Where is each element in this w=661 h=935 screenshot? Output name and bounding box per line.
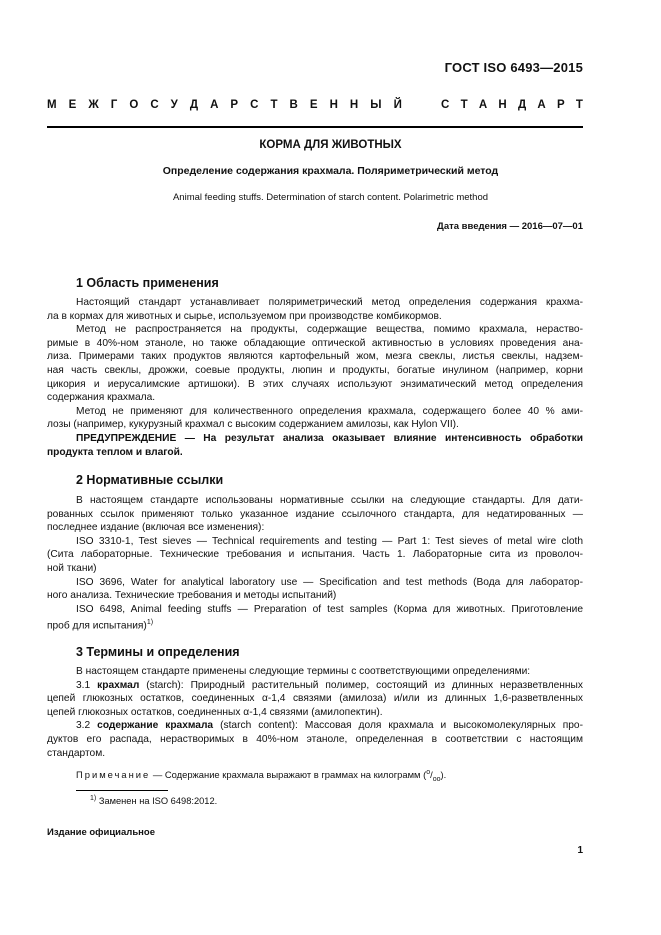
line-text: лиза. Примерами таких продуктов являются картофельный жом, мезга свеклы, листья свеклы, надзем- [47, 351, 583, 363]
banner-letter: Н [498, 99, 507, 111]
banner-letter: С [150, 99, 159, 111]
text-line [47, 391, 583, 405]
line-text: римые в 40%-ном этаноле, но также обладающие оптической активностью в условиях проведения ана- [47, 337, 583, 349]
text-line [47, 706, 583, 720]
line-text: ПРЕДУПРЕЖДЕНИЕ — На результат анализа оказывает влияние интенсивность обработки [76, 432, 583, 444]
banner-letter: Т [575, 99, 583, 111]
text-line [76, 576, 583, 590]
text-line [76, 679, 583, 693]
line-text: крахмал [97, 679, 140, 691]
document-subtitle: Определение содержания крахмала. Поляриметрический метод [162, 165, 499, 177]
line-text: дуктов его распада, нерастворимых в 40%-ном этаноле, определенная в соответствии с настоящим [47, 733, 583, 745]
banner-letter: Н [349, 99, 359, 111]
text-line [47, 364, 583, 378]
footnote [90, 795, 217, 806]
text-line [76, 494, 583, 508]
banner-word-standard [441, 99, 583, 111]
section-1-body [47, 296, 583, 459]
text-line [47, 562, 583, 576]
permille-sup: о [426, 769, 431, 777]
line-text: ). [440, 769, 447, 781]
line-text: (starch content): Массовая доля крахмала и высокомолекулярных про- [220, 720, 583, 732]
standard-code: ГОСТ ISO 6493—2015 [444, 60, 583, 75]
line-text: ла в кормах для животных и сырье, используемом при производстве комбикормов. [47, 310, 442, 322]
banner-letter: Д [189, 99, 199, 111]
line-text: В настоящем стандарте использованы нормативные ссылки на следующие стандарты. Для дати- [76, 495, 583, 506]
line-text: ная часть свеклы, дрожжи, соевые продукты, люпин и продукты, богатые инулином (например, корни [47, 364, 583, 376]
text-line [47, 310, 583, 324]
banner-letter: Й [393, 99, 402, 111]
line-text: стандартом. [47, 747, 106, 759]
banner-letter: О [129, 99, 139, 111]
line-text: содержание крахмала [97, 720, 214, 732]
line-text: — Содержание крахмала выражают в граммах на килограмм ( [152, 769, 427, 781]
line-text: рованных ссылок применяют только указанное издание ссылочного стандарта, для недатированных — [47, 508, 583, 520]
section-3-heading: 3 Термины и определения [76, 645, 240, 659]
permille-sub: оо [432, 776, 441, 784]
section-1-heading: 1 Область применения [76, 276, 219, 290]
official-edition-label: Издание официальное [47, 827, 155, 838]
line-text: продукта теплом и влагой. [47, 446, 183, 458]
text-line [47, 692, 583, 706]
text-line [47, 548, 583, 562]
banner-letter: Г [110, 99, 118, 111]
header-rule [47, 126, 583, 128]
text-line [47, 378, 583, 392]
text-line [76, 665, 583, 679]
section-3-body [47, 665, 583, 787]
banner-letter: Ж [88, 99, 99, 111]
text-line [47, 508, 583, 522]
line-text: 3.1 [76, 679, 91, 691]
text-line [47, 733, 583, 747]
footnote-ref: 1) [146, 619, 154, 627]
section-2-body [47, 494, 583, 633]
text-line [76, 323, 583, 337]
text-line [47, 747, 583, 761]
line-text: / [430, 769, 433, 781]
banner-letter: Д [517, 99, 527, 111]
banner-letter: Т [270, 99, 278, 111]
text-line [76, 603, 583, 617]
text-line [76, 432, 583, 446]
line-text: цепей глюкозных остатков, соединенных α-1,4 связями (амилопектин). [47, 706, 383, 718]
banner-letter: У [170, 99, 178, 111]
line-text: ISO 3696, Water for analytical laboratory use — Specification and test methods (Вода для лаборатор- [76, 576, 583, 588]
line-text: проб для испытания) [47, 620, 147, 632]
banner-letter: М [47, 99, 57, 111]
line-text: ISO 3310-1, Test sieves — Technical requirements and testing — Part 1: Test sieves of metal wire cloth [76, 535, 583, 547]
text-line [76, 296, 583, 310]
line-text: В настоящем стандарте применены следующие термины с соответствующими определениями: [76, 666, 531, 677]
banner-letter: Е [68, 99, 77, 111]
interstate-standard-banner [47, 99, 583, 111]
page-number: 1 [577, 845, 583, 856]
banner-letter: А [210, 99, 219, 111]
text-line [47, 350, 583, 364]
text-line [47, 521, 583, 535]
line-text: 3.2 [76, 720, 91, 732]
banner-letter: С [441, 99, 450, 111]
banner-letter: А [478, 99, 488, 111]
footnote-mark: 1) [90, 795, 97, 802]
banner-letter: В [289, 99, 298, 111]
text-line [47, 616, 583, 633]
text-line [47, 589, 583, 603]
banner-letter: Е [309, 99, 318, 111]
line-text: цепей глюкозных остатков, соединенных α-1,4 связями (амилоза) и/или из длинных 1,6-разветвленных [47, 693, 583, 705]
line-text: (Сита лабораторные. Технические требования и испытания. Часть 1. Лабораторные сита из проволоч- [47, 549, 583, 561]
note-label: Примечание [76, 769, 151, 781]
text-line [76, 719, 583, 733]
line-text: цикория и иерусалимские артишоки). В этих случаях используют энзиматический метод определения [47, 378, 583, 390]
english-title: Animal feeding stuffs. Determination of starch content. Polarimetric method [172, 192, 489, 203]
text-line [76, 535, 583, 549]
line-text: ного анализа. Технические требования и методы испытаний) [47, 590, 337, 602]
effective-date: Дата введения — 2016—07—01 [437, 221, 583, 232]
footnote-text: Заменен на ISO 6498:2012. [98, 796, 218, 807]
banner-letter: Т [460, 99, 468, 111]
text-line [47, 446, 583, 460]
line-text: содержания крахмала. [47, 392, 156, 404]
banner-letter: А [537, 99, 546, 111]
banner-letter: Р [556, 99, 565, 111]
line-text: лозы (например, кукурузный крахмал с высоким содержанием амилозы, как Hylon VII). [47, 419, 459, 431]
line-text: ISO 6498, Animal feeding stuffs — Preparation of test samples (Корма для животных. Приготовление [76, 603, 583, 615]
line-text: (starch): Природный растительный полимер, состоящий из длинных неразветвленных [146, 679, 583, 691]
line-text: Настоящий стандарт устанавливает поляриметрический метод определения содержания крахма- [76, 297, 583, 308]
banner-letter: Н [329, 99, 338, 111]
footnote-rule [76, 790, 168, 791]
banner-word-interstate [47, 99, 402, 111]
banner-letter: С [250, 99, 259, 111]
line-text: Метод не применяют для количественного определения крахмала, содержащего более 40 % ами- [76, 405, 583, 417]
line-text: Метод не распространяется на продукты, содержащие вещества, помимо крахмала, нераство- [76, 324, 583, 336]
banner-letter: Р [230, 99, 239, 111]
section-2-heading: 2 Нормативные ссылки [76, 473, 224, 487]
banner-letter: Ы [370, 99, 382, 111]
text-line [47, 418, 583, 432]
text-line [47, 337, 583, 351]
line-text: ной ткани) [47, 562, 97, 574]
text-line [76, 405, 583, 419]
document-title: КОРМА ДЛЯ ЖИВОТНЫХ [259, 139, 402, 151]
note-line [76, 766, 583, 787]
line-text: последнее издание (включая все изменения): [47, 522, 265, 534]
